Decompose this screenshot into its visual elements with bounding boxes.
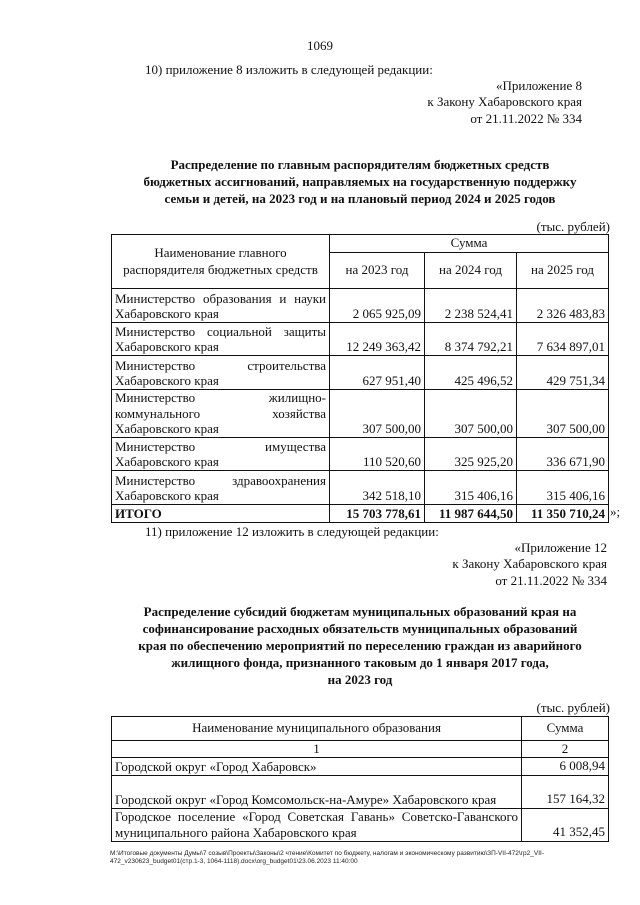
subsidy-amount: 157 164,32	[522, 775, 609, 808]
amount-2023: 12 249 363,42	[330, 323, 425, 356]
column-number: 2	[522, 741, 609, 758]
total-2024: 11 987 644,50	[425, 505, 517, 523]
ministry-name: Министерство строительства Хабаровского края	[112, 356, 330, 390]
subsidy-amount: 41 352,45	[522, 808, 609, 841]
amount-2025: 315 406,16	[517, 471, 609, 505]
amount-2024: 315 406,16	[425, 471, 517, 505]
header-name: Наименование муниципального образования	[112, 717, 522, 741]
ministry-name: Министерство образования и науки Хабаровского края	[112, 289, 330, 323]
table-row	[112, 323, 609, 356]
table-row	[112, 808, 609, 841]
amount-2023: 307 500,00	[330, 390, 425, 438]
amount-2023: 110 520,60	[330, 438, 425, 471]
amount-2025: 7 634 897,01	[517, 323, 609, 356]
ministry-name: Министерство имущества Хабаровского края	[112, 438, 330, 471]
municipality-name: Городской округ «Город Хабаровск»	[112, 758, 522, 775]
table-header-row	[112, 235, 609, 253]
ministry-name: Министерство жилищно-коммунального хозяйства Хабаровского края	[112, 390, 330, 438]
ministry-name: Министерство здравоохранения Хабаровского края	[112, 471, 330, 505]
table-row	[112, 758, 609, 775]
subsidy-amount: 6 008,94	[522, 758, 609, 775]
amount-2024: 8 374 792,21	[425, 323, 517, 356]
amount-2023: 2 065 925,09	[330, 289, 425, 323]
amount-2024: 2 238 524,41	[425, 289, 517, 323]
table-total-row	[112, 505, 609, 523]
amount-2024: 307 500,00	[425, 390, 517, 438]
appendix-8-line: «Приложение 8	[495, 78, 582, 93]
appendix-12-header	[452, 540, 607, 589]
column-number: 1	[112, 741, 522, 758]
appendix-8-line: к Закону Хабаровского края	[427, 94, 582, 110]
table-row	[112, 438, 609, 471]
header-year: на 2025 год	[517, 253, 609, 289]
header-year: на 2024 год	[425, 253, 517, 289]
appendix-12-line: от 21.11.2022 № 334	[495, 572, 607, 588]
title-line: бюджетных ассигнований, направляемых на государственную поддержку	[143, 173, 577, 189]
title-line: Распределение по главным распорядителям бюджетных средств	[170, 157, 550, 172]
table-1-title	[90, 157, 630, 208]
title-line: семьи и детей, на 2023 год и на плановый период 2024 и 2025 годов	[164, 190, 556, 206]
appendix-8-line: от 21.11.2022 № 334	[470, 110, 582, 126]
amount-2025: 429 751,34	[517, 356, 609, 390]
appendix-12-line: к Закону Хабаровского края	[452, 556, 607, 572]
document-path-footer: М:\Итоговые документы Думы\7 созыв\Проекты\Законы\2 чтение\Комитет по бюджету, налогам и экономическому развитию\ЗП-VII-472\гр2_VII-472_v230623_budget01(стр.1-3, 1064-1118).docx\org_budget01\23.06.2023 11:40:00	[110, 850, 545, 866]
table-row	[112, 289, 609, 323]
table-row	[112, 390, 609, 438]
instruction-appendix-12: 11) приложение 12 изложить в следующей редакции:	[145, 524, 439, 539]
title-line: жилищного фонда, признанного таковым до 1 января 2017 года,	[171, 654, 549, 670]
title-line: на 2023 год	[327, 671, 393, 687]
amount-2024: 325 925,20	[425, 438, 517, 471]
appendix-8-header	[427, 78, 582, 127]
amount-2025: 336 671,90	[517, 438, 609, 471]
total-2025: 11 350 710,24	[517, 505, 609, 523]
total-label: ИТОГО	[112, 505, 330, 523]
total-2023: 15 703 778,61	[330, 505, 425, 523]
amount-2024: 425 496,52	[425, 356, 517, 390]
unit-label: (тыс. рублей)	[536, 219, 610, 234]
title-line: Распределение субсидий бюджетам муниципальных образований края на	[143, 604, 577, 619]
amount-2025: 2 326 483,83	[517, 289, 609, 323]
ministry-name: Министерство социальной защиты Хабаровского края	[112, 323, 330, 356]
table-row	[112, 775, 609, 808]
table-row	[112, 471, 609, 505]
title-line: края по обеспечению мероприятий по переселению граждан из аварийного	[138, 637, 582, 653]
page-number: 1069	[307, 38, 333, 53]
subsidy-table	[111, 716, 609, 842]
header-year: на 2023 год	[330, 253, 425, 289]
municipality-name: Городской округ «Город Комсомольск-на-Амуре» Хабаровского края	[112, 775, 522, 808]
header-sum: Сумма	[522, 717, 609, 741]
appendix-12-line: «Приложение 12	[514, 540, 607, 555]
table-2-title	[100, 604, 620, 688]
amount-2023: 342 518,10	[330, 471, 425, 505]
header-sum: Сумма	[330, 235, 609, 253]
title-line: софинансирование расходных обязательств муниципальных образований	[142, 620, 578, 636]
column-number-row	[112, 741, 609, 758]
header-name: Наименование главного распорядителя бюджетных средств	[112, 235, 330, 289]
amount-2023: 627 951,40	[330, 356, 425, 390]
closing-quote: »;	[610, 504, 621, 519]
instruction-appendix-8: 10) приложение 8 изложить в следующей редакции:	[145, 62, 433, 77]
budget-allocation-table	[111, 234, 609, 523]
table-row	[112, 356, 609, 390]
table-header-row	[112, 717, 609, 741]
amount-2025: 307 500,00	[517, 390, 609, 438]
unit-label: (тыс. рублей)	[536, 700, 610, 715]
municipality-name: Городское поселение «Город Советская Гавань» Советско-Гаванского муниципального района Хабаровского края	[112, 808, 522, 841]
